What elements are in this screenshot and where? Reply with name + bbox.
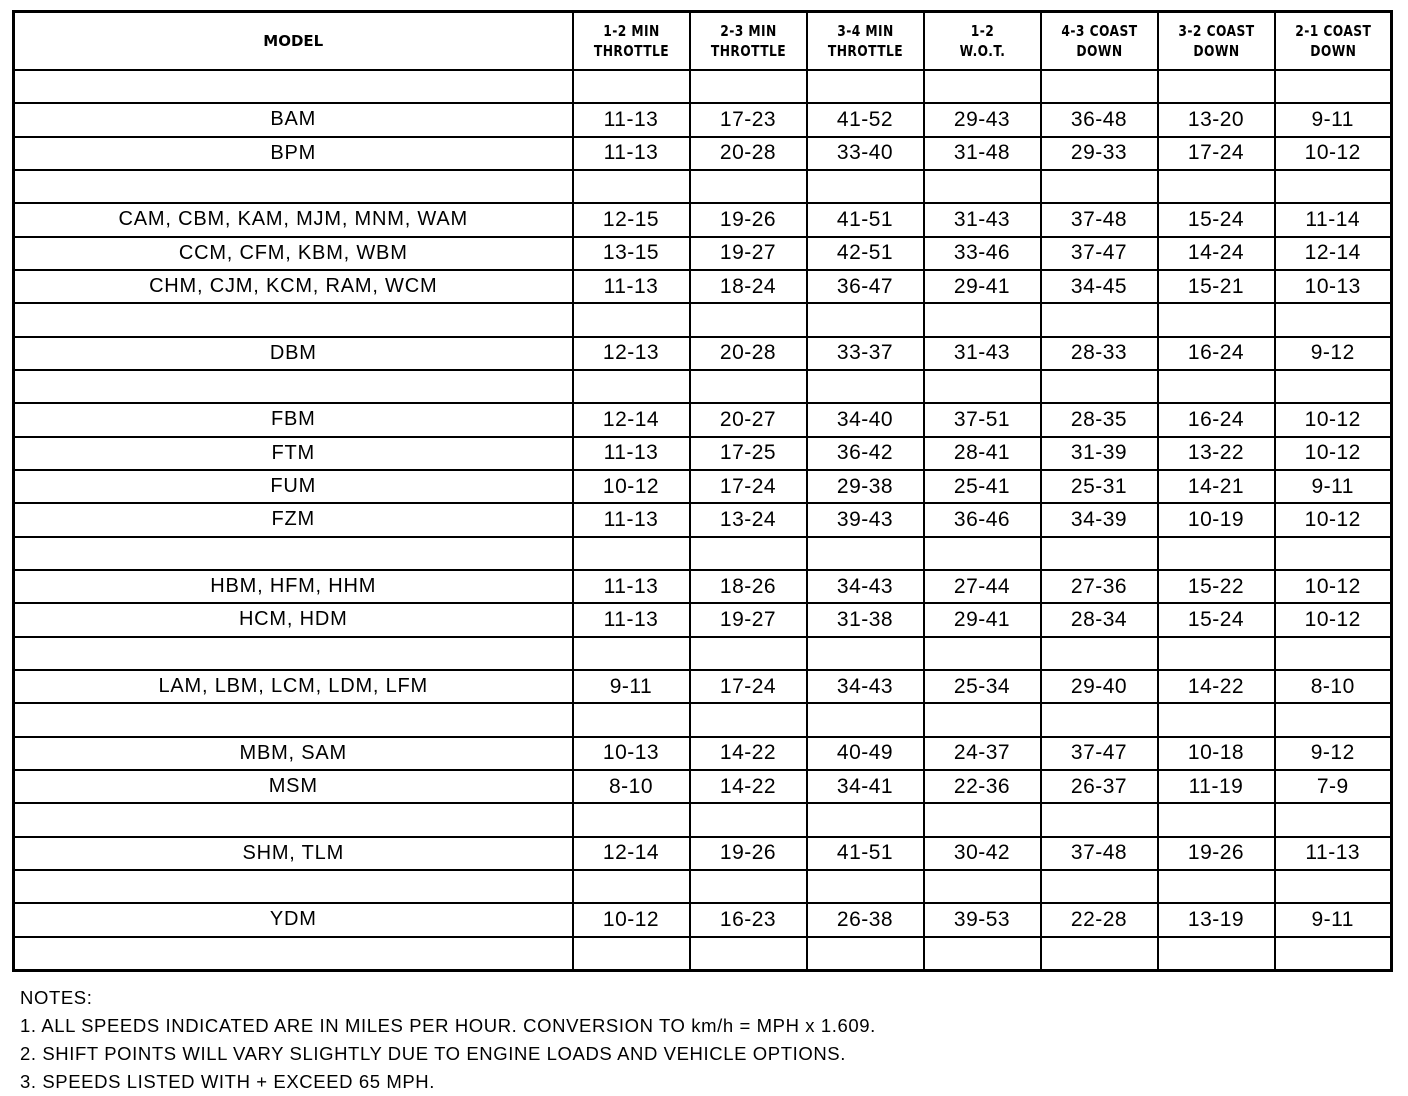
model-cell: SHM, TLM bbox=[14, 837, 573, 870]
empty-cell bbox=[807, 303, 924, 336]
speed-cell: 34-43 bbox=[807, 570, 924, 603]
note-2: 2. SHIFT POINTS WILL VARY SLIGHTLY DUE TO ENGINE LOADS AND VEHICLE OPTIONS. bbox=[20, 1043, 846, 1064]
table-body bbox=[14, 70, 1392, 971]
empty-cell bbox=[573, 70, 690, 103]
speed-cell: 28-33 bbox=[1041, 337, 1158, 370]
speed-cell: 14-22 bbox=[1158, 670, 1275, 703]
speed-cell: 22-28 bbox=[1041, 903, 1158, 936]
table-row bbox=[14, 503, 1392, 536]
speed-cell: 33-37 bbox=[807, 337, 924, 370]
speed-cell: 9-11 bbox=[1275, 470, 1392, 503]
speed-cell: 10-12 bbox=[1275, 137, 1392, 170]
speed-cell: 31-38 bbox=[807, 603, 924, 636]
speed-cell: 19-27 bbox=[690, 237, 807, 270]
spacer-row bbox=[14, 803, 1392, 836]
empty-cell bbox=[1275, 537, 1392, 570]
spacer-row bbox=[14, 303, 1392, 336]
speed-cell: 10-18 bbox=[1158, 737, 1275, 770]
speed-cell: 13-20 bbox=[1158, 103, 1275, 136]
speed-cell: 10-12 bbox=[573, 903, 690, 936]
table-row bbox=[14, 670, 1392, 703]
empty-cell bbox=[1041, 703, 1158, 736]
header-1-2-min-throttle: 1-2 MIN THROTTLE bbox=[583, 12, 679, 71]
note-1: 1. ALL SPEEDS INDICATED ARE IN MILES PER HOUR. CONVERSION TO km/h = MPH x 1.609. bbox=[20, 1015, 876, 1036]
spacer-row bbox=[14, 370, 1392, 403]
empty-cell bbox=[1158, 803, 1275, 836]
speed-cell: 9-12 bbox=[1275, 737, 1392, 770]
speed-cell: 9-11 bbox=[573, 670, 690, 703]
speed-cell: 10-12 bbox=[573, 470, 690, 503]
empty-cell bbox=[14, 170, 573, 203]
model-cell: YDM bbox=[14, 903, 573, 936]
empty-cell bbox=[1041, 870, 1158, 903]
speed-cell: 12-13 bbox=[573, 337, 690, 370]
empty-cell bbox=[1275, 703, 1392, 736]
header-model: MODEL bbox=[14, 12, 573, 71]
model-cell: BAM bbox=[14, 103, 573, 136]
speed-cell: 34-41 bbox=[807, 770, 924, 803]
model-cell: HBM, HFM, HHM bbox=[14, 570, 573, 603]
speed-cell: 29-41 bbox=[924, 270, 1041, 303]
speed-cell: 15-24 bbox=[1158, 203, 1275, 236]
model-cell: BPM bbox=[14, 137, 573, 170]
empty-cell bbox=[1041, 170, 1158, 203]
empty-cell bbox=[924, 70, 1041, 103]
empty-cell bbox=[14, 70, 573, 103]
empty-cell bbox=[690, 70, 807, 103]
speed-cell: 22-36 bbox=[924, 770, 1041, 803]
speed-cell: 27-44 bbox=[924, 570, 1041, 603]
empty-cell bbox=[573, 637, 690, 670]
empty-cell bbox=[807, 370, 924, 403]
speed-cell: 17-24 bbox=[690, 470, 807, 503]
model-cell: FUM bbox=[14, 470, 573, 503]
spacer-row bbox=[14, 537, 1392, 570]
speed-cell: 16-24 bbox=[1158, 337, 1275, 370]
speed-cell: 36-47 bbox=[807, 270, 924, 303]
speed-cell: 8-10 bbox=[1275, 670, 1392, 703]
empty-cell bbox=[807, 70, 924, 103]
empty-cell bbox=[1041, 303, 1158, 336]
empty-cell bbox=[1041, 803, 1158, 836]
speed-cell: 40-49 bbox=[807, 737, 924, 770]
speed-cell: 19-26 bbox=[1158, 837, 1275, 870]
model-cell: LAM, LBM, LCM, LDM, LFM bbox=[14, 670, 573, 703]
table-row bbox=[14, 470, 1392, 503]
speed-cell: 13-15 bbox=[573, 237, 690, 270]
speed-cell: 19-26 bbox=[690, 203, 807, 236]
speed-cell: 25-41 bbox=[924, 470, 1041, 503]
empty-cell bbox=[690, 537, 807, 570]
speed-cell: 31-43 bbox=[924, 203, 1041, 236]
speed-cell: 12-15 bbox=[573, 203, 690, 236]
empty-cell bbox=[924, 370, 1041, 403]
speed-cell: 15-21 bbox=[1158, 270, 1275, 303]
empty-cell bbox=[1041, 370, 1158, 403]
model-cell: FTM bbox=[14, 437, 573, 470]
speed-cell: 9-11 bbox=[1275, 903, 1392, 936]
empty-cell bbox=[573, 170, 690, 203]
speed-cell: 17-24 bbox=[1158, 137, 1275, 170]
spacer-row bbox=[14, 170, 1392, 203]
spacer-row bbox=[14, 70, 1392, 103]
speed-cell: 20-28 bbox=[690, 337, 807, 370]
notes-section bbox=[20, 984, 1380, 1096]
speed-cell: 19-26 bbox=[690, 837, 807, 870]
empty-cell bbox=[1158, 70, 1275, 103]
speed-cell: 14-22 bbox=[690, 770, 807, 803]
empty-cell bbox=[1158, 637, 1275, 670]
speed-cell: 11-13 bbox=[573, 437, 690, 470]
speed-cell: 13-22 bbox=[1158, 437, 1275, 470]
empty-cell bbox=[807, 803, 924, 836]
speed-cell: 29-38 bbox=[807, 470, 924, 503]
speed-cell: 11-13 bbox=[573, 503, 690, 536]
speed-cell: 26-37 bbox=[1041, 770, 1158, 803]
speed-cell: 26-38 bbox=[807, 903, 924, 936]
speed-cell: 24-37 bbox=[924, 737, 1041, 770]
empty-cell bbox=[14, 870, 573, 903]
speed-cell: 12-14 bbox=[1275, 237, 1392, 270]
empty-cell bbox=[690, 937, 807, 971]
empty-cell bbox=[1275, 637, 1392, 670]
speed-cell: 10-12 bbox=[1275, 570, 1392, 603]
speed-cell: 14-24 bbox=[1158, 237, 1275, 270]
empty-cell bbox=[14, 537, 573, 570]
note-3: 3. SPEEDS LISTED WITH + EXCEED 65 MPH. bbox=[20, 1071, 436, 1092]
speed-cell: 41-51 bbox=[807, 203, 924, 236]
empty-cell bbox=[807, 870, 924, 903]
speed-cell: 10-12 bbox=[1275, 603, 1392, 636]
speed-cell: 29-33 bbox=[1041, 137, 1158, 170]
speed-cell: 29-41 bbox=[924, 603, 1041, 636]
model-cell: CAM, CBM, KAM, MJM, MNM, WAM bbox=[14, 203, 573, 236]
empty-cell bbox=[1158, 370, 1275, 403]
empty-cell bbox=[1158, 170, 1275, 203]
speed-cell: 11-13 bbox=[573, 270, 690, 303]
spacer-row bbox=[14, 870, 1392, 903]
empty-cell bbox=[690, 703, 807, 736]
speed-cell: 11-13 bbox=[573, 137, 690, 170]
spacer-row bbox=[14, 637, 1392, 670]
speed-cell: 10-12 bbox=[1275, 437, 1392, 470]
empty-cell bbox=[807, 703, 924, 736]
table-row bbox=[14, 403, 1392, 436]
empty-cell bbox=[924, 170, 1041, 203]
speed-cell: 15-22 bbox=[1158, 570, 1275, 603]
empty-cell bbox=[807, 537, 924, 570]
speed-cell: 14-21 bbox=[1158, 470, 1275, 503]
speed-cell: 14-22 bbox=[690, 737, 807, 770]
model-cell: CHM, CJM, KCM, RAM, WCM bbox=[14, 270, 573, 303]
table-row bbox=[14, 770, 1392, 803]
table-row bbox=[14, 337, 1392, 370]
empty-cell bbox=[1158, 937, 1275, 971]
speed-cell: 30-42 bbox=[924, 837, 1041, 870]
table-row bbox=[14, 603, 1392, 636]
empty-cell bbox=[1275, 303, 1392, 336]
empty-cell bbox=[1275, 803, 1392, 836]
empty-cell bbox=[14, 637, 573, 670]
model-cell: DBM bbox=[14, 337, 573, 370]
speed-cell: 39-53 bbox=[924, 903, 1041, 936]
empty-cell bbox=[690, 170, 807, 203]
empty-cell bbox=[924, 870, 1041, 903]
speed-cell: 15-24 bbox=[1158, 603, 1275, 636]
table-row bbox=[14, 137, 1392, 170]
table-row bbox=[14, 737, 1392, 770]
empty-cell bbox=[573, 370, 690, 403]
empty-cell bbox=[1041, 637, 1158, 670]
speed-cell: 7-9 bbox=[1275, 770, 1392, 803]
empty-cell bbox=[807, 170, 924, 203]
empty-cell bbox=[1275, 170, 1392, 203]
speed-cell: 10-12 bbox=[1275, 503, 1392, 536]
speed-cell: 16-23 bbox=[690, 903, 807, 936]
speed-cell: 18-26 bbox=[690, 570, 807, 603]
model-cell: HCM, HDM bbox=[14, 603, 573, 636]
speed-cell: 18-24 bbox=[690, 270, 807, 303]
spacer-row bbox=[14, 703, 1392, 736]
empty-cell bbox=[14, 303, 573, 336]
empty-cell bbox=[573, 537, 690, 570]
speed-cell: 17-25 bbox=[690, 437, 807, 470]
empty-cell bbox=[1275, 937, 1392, 971]
empty-cell bbox=[924, 537, 1041, 570]
speed-cell: 10-13 bbox=[573, 737, 690, 770]
speed-cell: 31-39 bbox=[1041, 437, 1158, 470]
speed-cell: 11-13 bbox=[573, 103, 690, 136]
speed-cell: 37-48 bbox=[1041, 837, 1158, 870]
speed-cell: 12-14 bbox=[573, 837, 690, 870]
empty-cell bbox=[1275, 70, 1392, 103]
speed-cell: 10-13 bbox=[1275, 270, 1392, 303]
speed-cell: 29-43 bbox=[924, 103, 1041, 136]
speed-cell: 27-36 bbox=[1041, 570, 1158, 603]
empty-cell bbox=[690, 370, 807, 403]
table-row bbox=[14, 103, 1392, 136]
table-row bbox=[14, 203, 1392, 236]
header-3-2-coast-down: 3-2 COAST DOWN bbox=[1168, 12, 1264, 71]
empty-cell bbox=[807, 637, 924, 670]
speed-cell: 34-45 bbox=[1041, 270, 1158, 303]
speed-cell: 28-35 bbox=[1041, 403, 1158, 436]
empty-cell bbox=[573, 703, 690, 736]
header-1-2-wot: 1-2 W.O.T. bbox=[934, 12, 1030, 71]
speed-cell: 33-40 bbox=[807, 137, 924, 170]
header-4-3-coast-down: 4-3 COAST DOWN bbox=[1051, 12, 1147, 71]
spacer-row bbox=[14, 937, 1392, 971]
model-cell: CCM, CFM, KBM, WBM bbox=[14, 237, 573, 270]
model-cell: MBM, SAM bbox=[14, 737, 573, 770]
speed-cell: 28-41 bbox=[924, 437, 1041, 470]
table-row bbox=[14, 270, 1392, 303]
speed-cell: 36-42 bbox=[807, 437, 924, 470]
speed-cell: 17-24 bbox=[690, 670, 807, 703]
empty-cell bbox=[924, 703, 1041, 736]
speed-cell: 11-13 bbox=[1275, 837, 1392, 870]
empty-cell bbox=[573, 803, 690, 836]
empty-cell bbox=[924, 637, 1041, 670]
speed-cell: 11-14 bbox=[1275, 203, 1392, 236]
empty-cell bbox=[690, 637, 807, 670]
empty-cell bbox=[1158, 303, 1275, 336]
speed-cell: 25-34 bbox=[924, 670, 1041, 703]
table-row bbox=[14, 903, 1392, 936]
empty-cell bbox=[14, 703, 573, 736]
empty-cell bbox=[14, 803, 573, 836]
speed-cell: 36-46 bbox=[924, 503, 1041, 536]
speed-cell: 37-51 bbox=[924, 403, 1041, 436]
header-3-4-min-throttle: 3-4 MIN THROTTLE bbox=[817, 12, 913, 71]
speed-cell: 42-51 bbox=[807, 237, 924, 270]
empty-cell bbox=[690, 803, 807, 836]
speed-cell: 25-31 bbox=[1041, 470, 1158, 503]
header-row bbox=[14, 12, 1392, 71]
speed-cell: 11-13 bbox=[573, 603, 690, 636]
speed-cell: 20-27 bbox=[690, 403, 807, 436]
speed-cell: 36-48 bbox=[1041, 103, 1158, 136]
speed-cell: 37-48 bbox=[1041, 203, 1158, 236]
empty-cell bbox=[573, 937, 690, 971]
shift-speed-table bbox=[12, 10, 1393, 972]
speed-cell: 19-27 bbox=[690, 603, 807, 636]
speed-cell: 11-13 bbox=[573, 570, 690, 603]
empty-cell bbox=[573, 303, 690, 336]
speed-cell: 37-47 bbox=[1041, 237, 1158, 270]
header-2-3-min-throttle: 2-3 MIN THROTTLE bbox=[700, 12, 796, 71]
notes-heading: NOTES: bbox=[20, 987, 93, 1008]
speed-cell: 34-39 bbox=[1041, 503, 1158, 536]
empty-cell bbox=[14, 937, 573, 971]
empty-cell bbox=[924, 937, 1041, 971]
speed-cell: 10-19 bbox=[1158, 503, 1275, 536]
model-cell: MSM bbox=[14, 770, 573, 803]
table-row bbox=[14, 237, 1392, 270]
speed-cell: 31-43 bbox=[924, 337, 1041, 370]
empty-cell bbox=[1041, 937, 1158, 971]
empty-cell bbox=[1041, 70, 1158, 103]
speed-cell: 16-24 bbox=[1158, 403, 1275, 436]
speed-cell: 9-11 bbox=[1275, 103, 1392, 136]
empty-cell bbox=[690, 870, 807, 903]
speed-cell: 39-43 bbox=[807, 503, 924, 536]
speed-cell: 31-48 bbox=[924, 137, 1041, 170]
empty-cell bbox=[14, 370, 573, 403]
speed-cell: 41-52 bbox=[807, 103, 924, 136]
empty-cell bbox=[1158, 703, 1275, 736]
empty-cell bbox=[924, 803, 1041, 836]
header-2-1-coast-down: 2-1 COAST DOWN bbox=[1285, 12, 1381, 71]
empty-cell bbox=[573, 870, 690, 903]
speed-cell: 17-23 bbox=[690, 103, 807, 136]
speed-cell: 20-28 bbox=[690, 137, 807, 170]
table-row bbox=[14, 837, 1392, 870]
speed-cell: 34-40 bbox=[807, 403, 924, 436]
speed-cell: 8-10 bbox=[573, 770, 690, 803]
speed-cell: 13-19 bbox=[1158, 903, 1275, 936]
model-cell: FBM bbox=[14, 403, 573, 436]
empty-cell bbox=[1275, 370, 1392, 403]
speed-cell: 34-43 bbox=[807, 670, 924, 703]
speed-cell: 37-47 bbox=[1041, 737, 1158, 770]
model-cell: FZM bbox=[14, 503, 573, 536]
speed-cell: 29-40 bbox=[1041, 670, 1158, 703]
table-row bbox=[14, 437, 1392, 470]
speed-cell: 9-12 bbox=[1275, 337, 1392, 370]
speed-cell: 28-34 bbox=[1041, 603, 1158, 636]
speed-cell: 12-14 bbox=[573, 403, 690, 436]
speed-cell: 33-46 bbox=[924, 237, 1041, 270]
speed-cell: 10-12 bbox=[1275, 403, 1392, 436]
speed-cell: 13-24 bbox=[690, 503, 807, 536]
speed-cell: 41-51 bbox=[807, 837, 924, 870]
empty-cell bbox=[1158, 537, 1275, 570]
empty-cell bbox=[1275, 870, 1392, 903]
speed-cell: 11-19 bbox=[1158, 770, 1275, 803]
empty-cell bbox=[807, 937, 924, 971]
empty-cell bbox=[690, 303, 807, 336]
empty-cell bbox=[924, 303, 1041, 336]
empty-cell bbox=[1041, 537, 1158, 570]
empty-cell bbox=[1158, 870, 1275, 903]
table-row bbox=[14, 570, 1392, 603]
